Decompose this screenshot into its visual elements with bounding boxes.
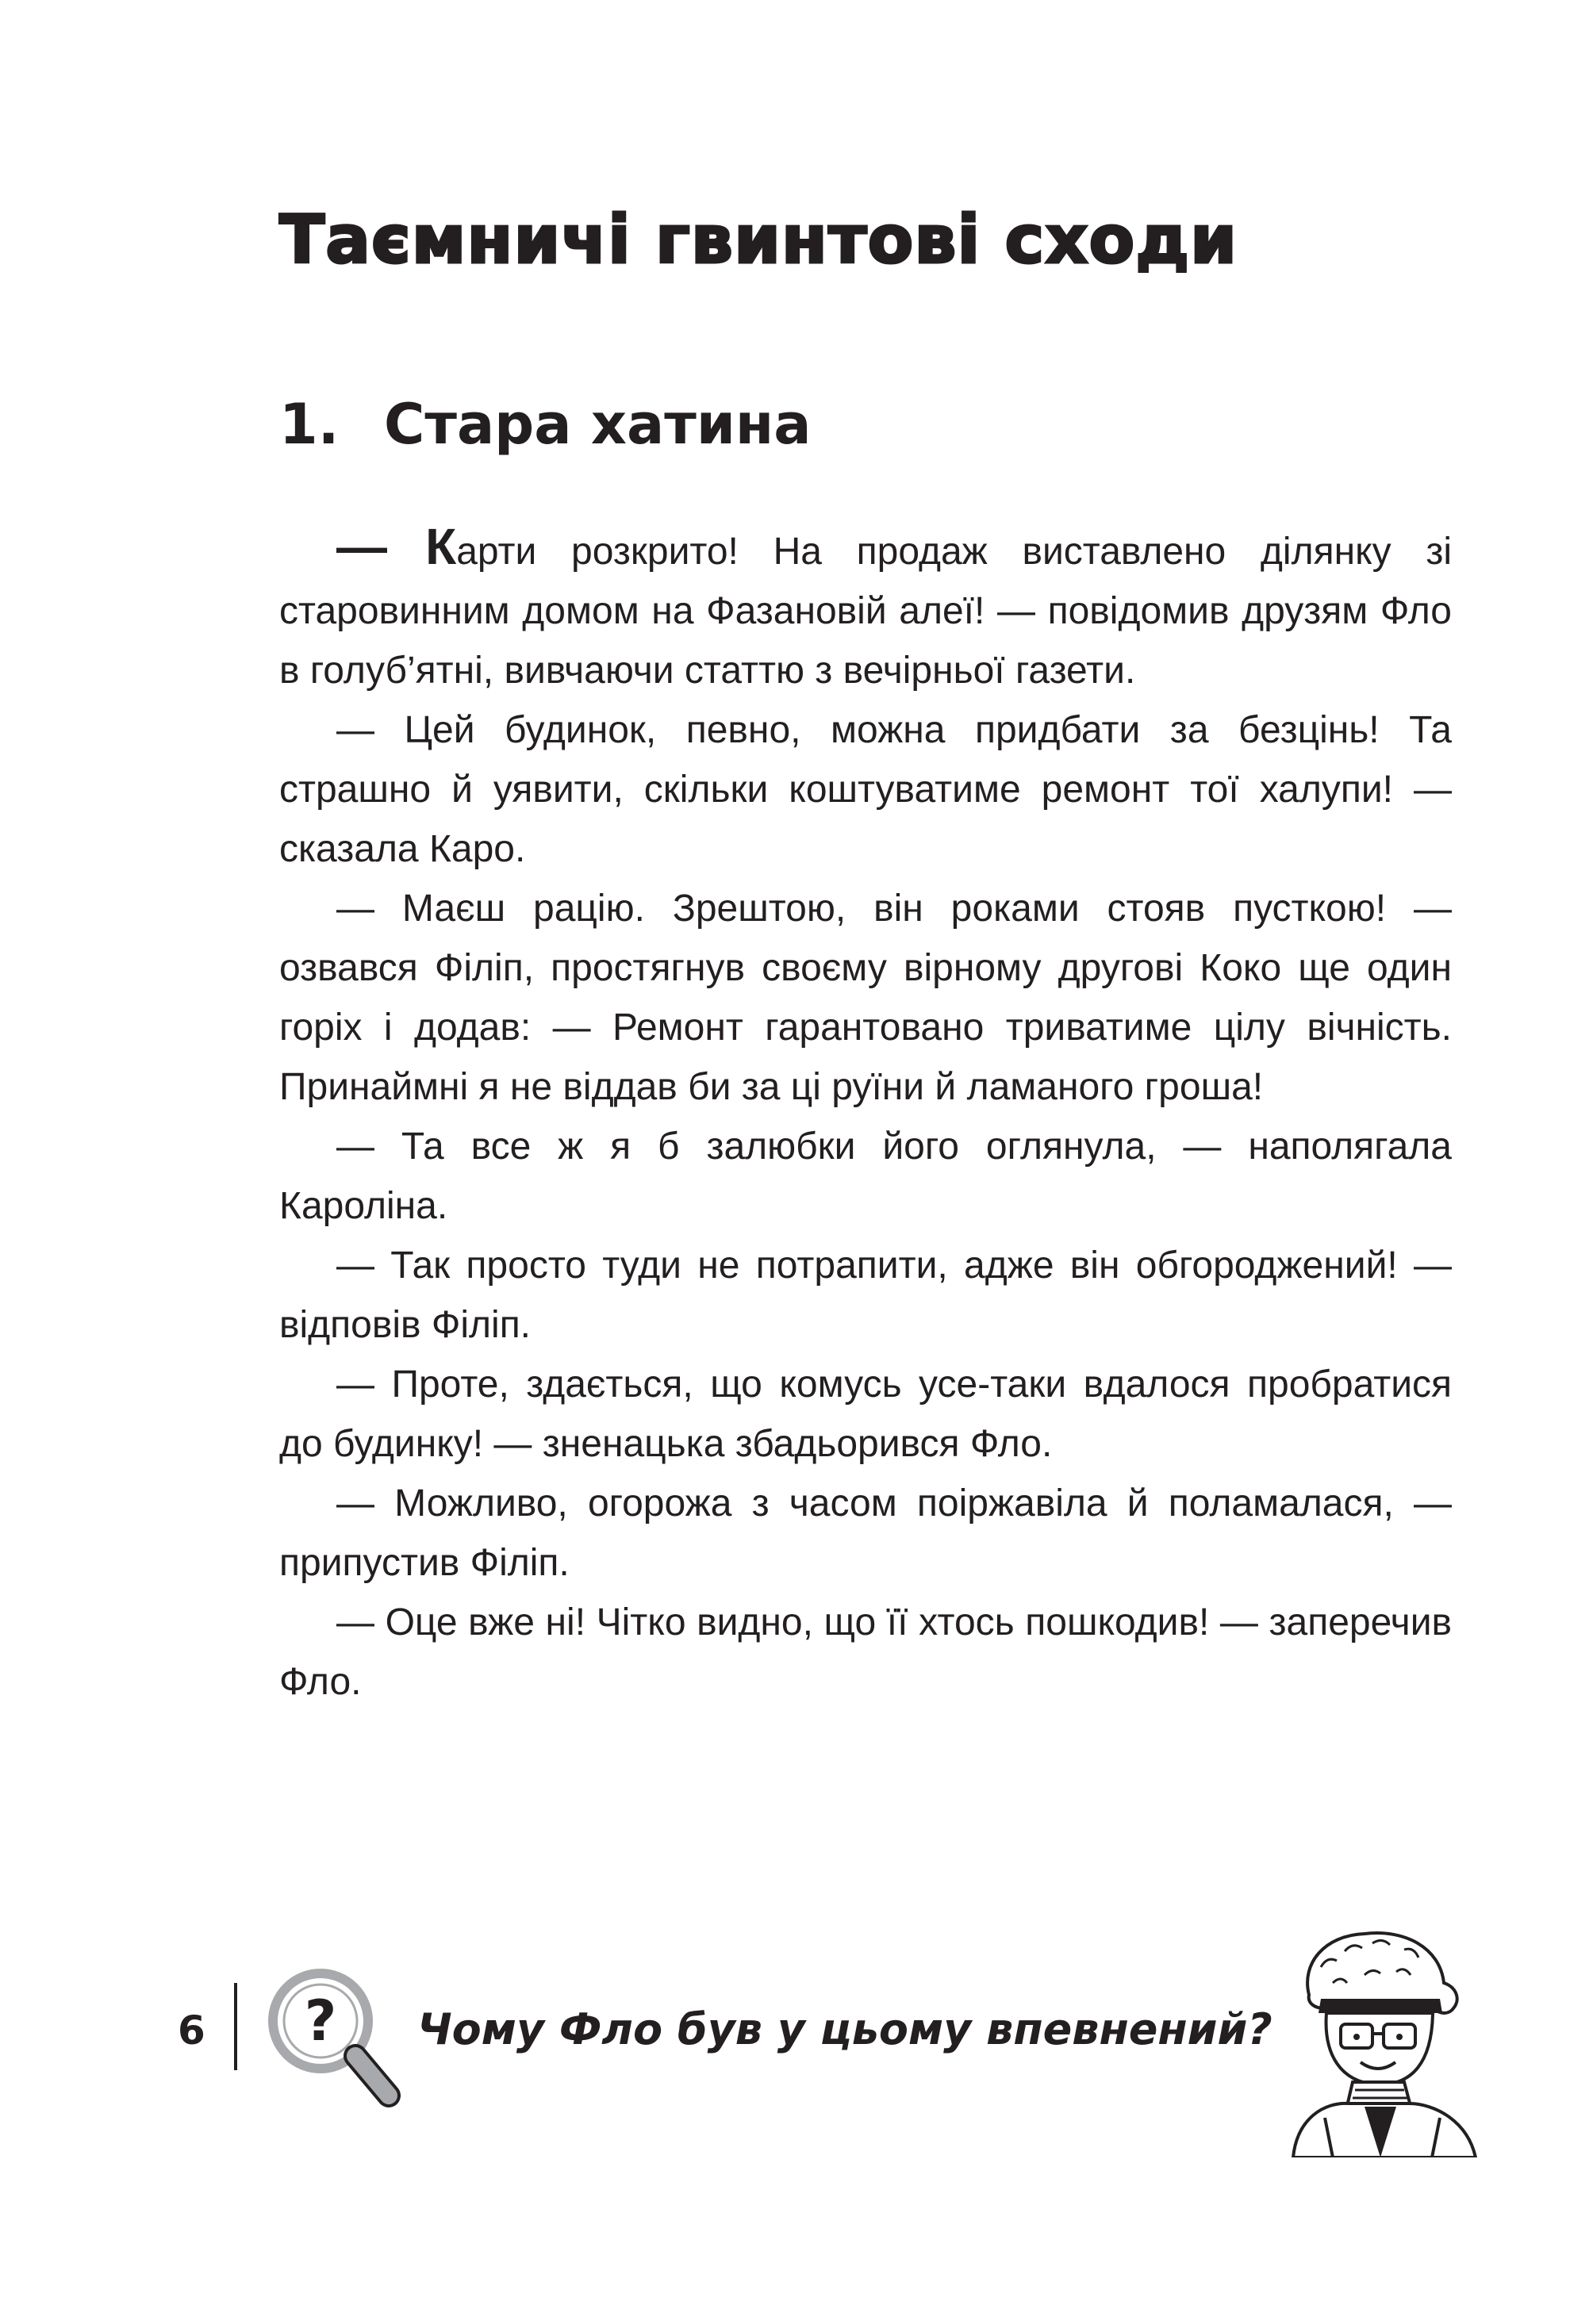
magnifying-glass-question-icon bbox=[262, 1962, 405, 2121]
paragraph: — Так просто туди не потрапити, адже він обгороджений! — відповів Філіп. bbox=[279, 1244, 1452, 1346]
flo-character-icon bbox=[1277, 1919, 1507, 2157]
footer-divider bbox=[234, 1983, 237, 2070]
book-title: Таємничі гвинтові сходи bbox=[279, 201, 1238, 278]
chapter-title: Стара хатина bbox=[384, 392, 812, 457]
page-number: 6 bbox=[178, 2008, 205, 2054]
paragraph: — Оце вже ні! Чітко видно, що її хтось пошкодив! — заперечив Фло. bbox=[279, 1601, 1452, 1703]
question-mark: ? bbox=[304, 1988, 337, 2054]
paragraph: — Маєш рацію. Зрештою, він роками стояв пусткою! — озвався Філіп, простягнув своєму вірному другові Коко ще один горіх і додав: — Ремонт гарантовано триватиме цілу вічність. Принаймні я не віддав би за ці руїни й ламаного гроша! bbox=[279, 888, 1452, 1108]
chapter-heading bbox=[279, 389, 812, 460]
page-footer bbox=[0, 1919, 1593, 2173]
footer-question: Чому Фло був у цьому впевнений? bbox=[417, 2004, 1272, 2054]
paragraph: — Можливо, огорожа з часом поіржавіла й поламалася, — припустив Філіп. bbox=[279, 1482, 1452, 1584]
paragraph: — Та все ж я б залюбки його оглянула, — наполягала Кароліна. bbox=[279, 1126, 1452, 1227]
paragraph: — Проте, здається, що комусь усе-таки вдалося пробратися до будинку! — зненацька збадьорився Фло. bbox=[279, 1363, 1452, 1465]
chapter-number: 1. bbox=[279, 392, 340, 457]
paragraph: — Цей будинок, певно, можна придбати за безцінь! Та страшно й уявити, скільки коштуватиме ремонт тої халупи! — сказала Каро. bbox=[279, 709, 1452, 870]
chapter-body bbox=[279, 517, 1452, 1712]
paragraph-lead: — К bbox=[336, 518, 457, 575]
paragraph: — Карти розкрито! На продаж виставлено ділянку зі старовинним домом на Фазановій алеї! — повідомив друзям Фло в голуб’ятні, вивчаючи статтю з вечірньої газети. bbox=[279, 518, 1452, 692]
